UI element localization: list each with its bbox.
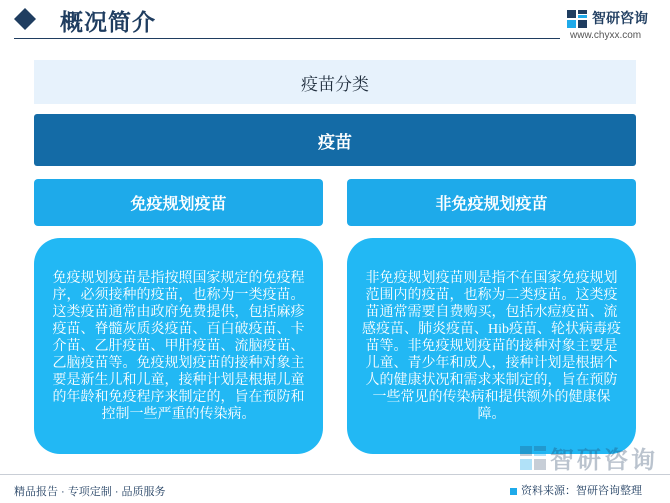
root-node: 疫苗 — [34, 114, 636, 166]
source-note — [510, 482, 642, 498]
section-title: 疫苗分类 — [34, 60, 636, 104]
category-node-immunization: 免疫规划疫苗 — [34, 179, 323, 226]
source-text: 资料来源：智研咨询整理 — [521, 485, 642, 497]
description-text: 免疫规划疫苗是指按照国家规定的免疫程序，必须接种的疫苗，也称为一类疫苗。这类疫苗通常由政府免费提供，包括麻疹疫苗、脊髓灰质炎疫苗、百白破疫苗、卡介苗、乙肝疫苗、甲肝疫苗、流脑疫苗、乙脑疫苗等。免疫规划疫苗的接种对象主要是新生儿和儿童，接种计划是根据儿童的年龄和免疫程序来制定的，旨在预防和控制一些严重的传染病。 — [52, 270, 305, 422]
diamond-icon — [14, 8, 36, 30]
header-divider — [14, 38, 560, 39]
description-box-immunization — [34, 238, 323, 454]
footer-brand-name: 智研咨询 — [550, 447, 658, 474]
description-box-non-immunization — [347, 238, 636, 454]
description-text: 非免疫规划疫苗则是指不在国家免疫规划范围内的疫苗，也称为二类疫苗。这类疫苗通常需要自费购买，包括水痘疫苗、流感疫苗、肺炎疫苗、Hib疫苗、轮状病毒疫苗等。非免疫规划疫苗的接种对象主要是儿童、青少年和成人，接种计划是根据个人的健康状况和需求来制定的，旨在预防一些常见的传染病和提供额外的健康保障。 — [362, 270, 621, 422]
logo-icon — [567, 10, 587, 28]
page-title: 概况简介 — [60, 9, 156, 35]
footer-brand — [520, 440, 658, 475]
logo-name: 智研咨询 — [592, 10, 648, 26]
category-node-non-immunization: 非免疫规划疫苗 — [347, 179, 636, 226]
brand-icon — [520, 446, 546, 470]
footer-slogan: 精品报告 · 专项定制 · 品质服务 — [14, 486, 166, 498]
page-header — [0, 0, 670, 48]
source-marker-icon — [510, 488, 517, 495]
logo-url: www.chyxx.com — [570, 30, 642, 41]
